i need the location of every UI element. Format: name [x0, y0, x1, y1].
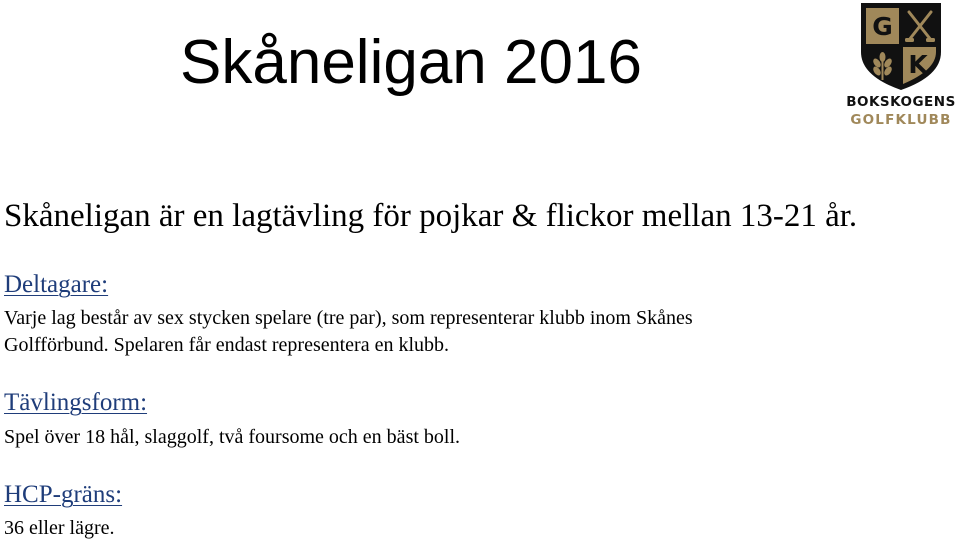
- heading-deltagare: Deltagare:: [4, 271, 109, 298]
- crest-icon: [842, 0, 960, 92]
- heading-tavlingsform: Tävlingsform:: [4, 389, 148, 416]
- intro-text: Skåneligan är en lagtävling för pojkar & flickor mellan 13-21 år.: [4, 198, 858, 234]
- deltagare-text-line2: Golfförbund. Spelaren får endast representera en klubb.: [4, 334, 450, 356]
- slide-title: Skåneligan 2016: [180, 28, 642, 97]
- svg-text:K: K: [908, 50, 928, 79]
- club-logo: [842, 0, 960, 132]
- svg-text:G: G: [872, 12, 893, 41]
- logo-name-line2: GOLFKLUBB: [850, 112, 952, 128]
- heading-hcp-grans: HCP-gräns:: [4, 481, 123, 508]
- hcp-grans-text: 36 eller lägre.: [4, 517, 115, 539]
- deltagare-text-line1: Varje lag består av sex stycken spelare (tre par), som representerar klubb inom Skånes: [4, 307, 693, 329]
- logo-name-line1: BOKSKOGENS: [846, 94, 956, 110]
- tavlingsform-text: Spel över 18 hål, slaggolf, två foursome och en bäst boll.: [4, 426, 461, 448]
